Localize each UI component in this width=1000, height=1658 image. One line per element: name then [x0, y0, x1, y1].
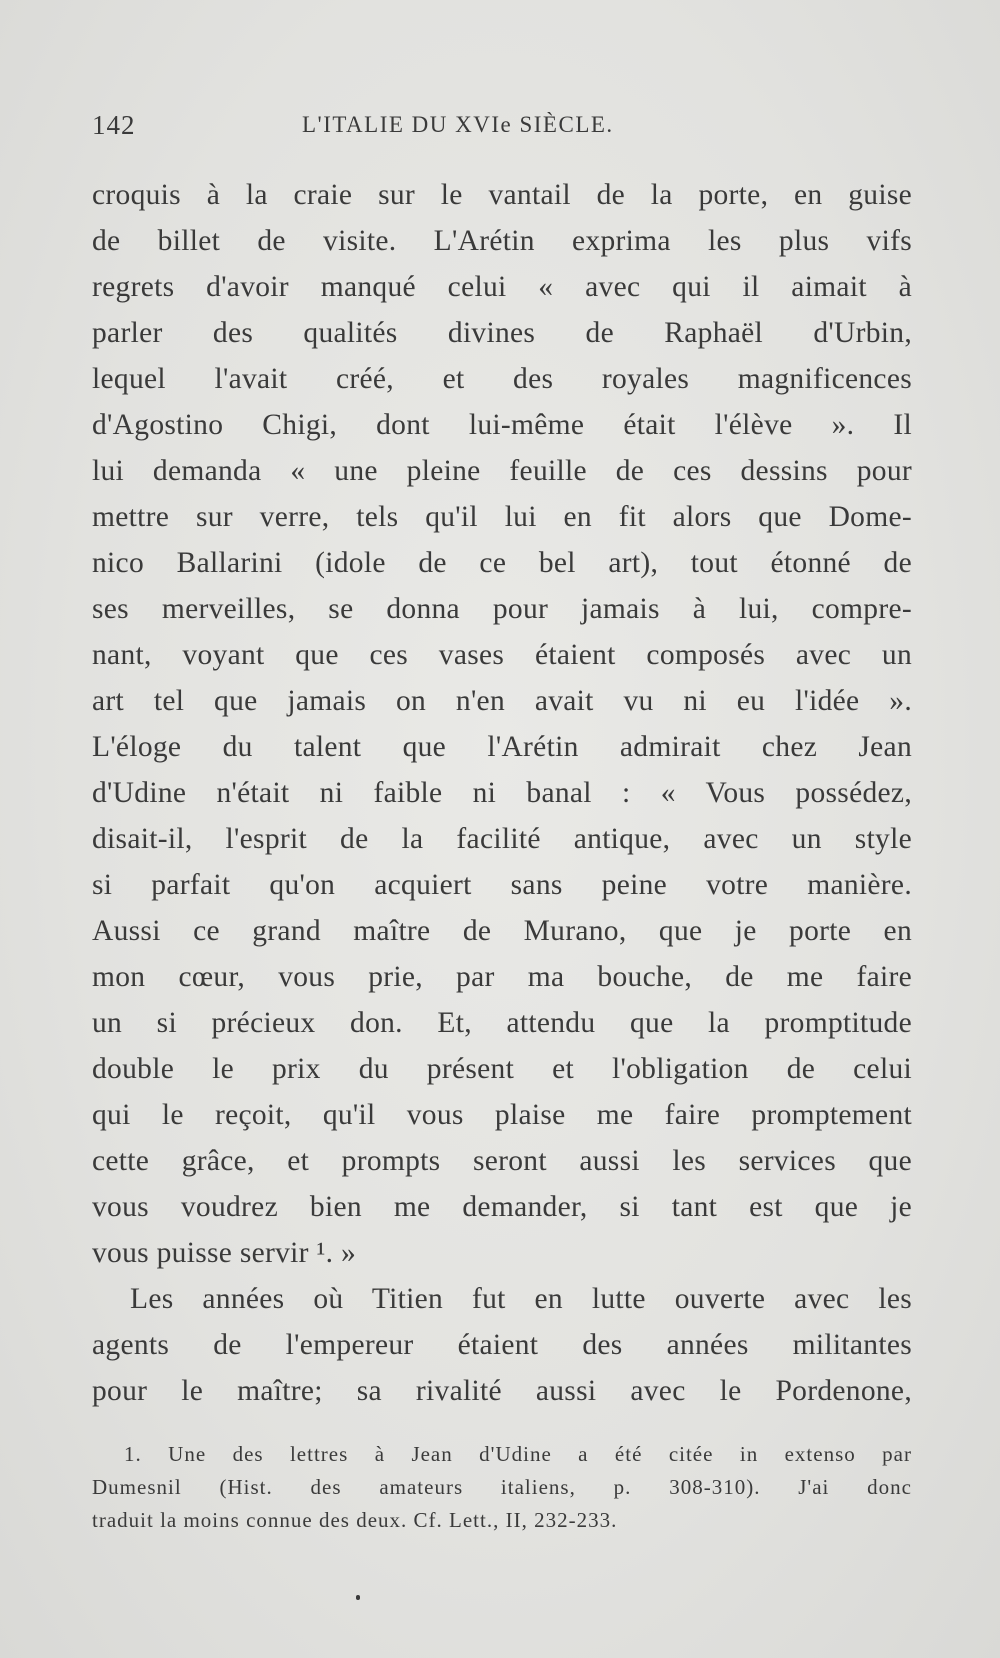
footnote-line: traduit la moins connue des deux. Cf. Lett., II, 232-233.: [92, 1508, 618, 1532]
text-line: agents de l'empereur étaient des années militantes: [92, 1329, 912, 1361]
footnotes: [92, 1438, 912, 1537]
text-line: double le prix du présent et l'obligation de celui: [92, 1053, 912, 1085]
text-line: de billet de visite. L'Arétin exprima les plus vifs: [92, 225, 912, 257]
text-line: d'Agostino Chigi, dont lui-même était l'élève ». Il: [92, 409, 912, 441]
text-line: croquis à la craie sur le vantail de la porte, en guise: [92, 179, 912, 211]
text-line: si parfait qu'on acquiert sans peine votre manière.: [92, 869, 912, 901]
text-line: d'Udine n'était ni faible ni banal : « Vous possédez,: [92, 777, 912, 809]
footnote-line: 1. Une des lettres à Jean d'Udine a été citée in extenso par: [124, 1442, 912, 1466]
page-header: [92, 110, 922, 150]
text-line: lui demanda « une pleine feuille de ces dessins pour: [92, 455, 912, 487]
printer-mark: [356, 1595, 360, 1600]
text-line: pour le maître; sa rivalité aussi avec le Pordenone,: [92, 1375, 912, 1407]
text-line: L'éloge du talent que l'Arétin admirait chez Jean: [92, 731, 912, 763]
page-number: 142: [92, 110, 136, 140]
text-line: Les années où Titien fut en lutte ouverte avec les: [130, 1283, 912, 1315]
text-line: cette grâce, et prompts seront aussi les services que: [92, 1145, 912, 1177]
running-title: L'ITALIE DU XVIe SIÈCLE.: [302, 112, 614, 137]
text-line: un si précieux don. Et, attendu que la promptitude: [92, 1007, 912, 1039]
text-line: Aussi ce grand maître de Murano, que je porte en: [92, 915, 912, 947]
body-text: [92, 172, 912, 1414]
text-line: disait-il, l'esprit de la facilité antique, avec un style: [92, 823, 912, 855]
text-line: vous puisse servir ¹. »: [92, 1237, 357, 1269]
text-line: ses merveilles, se donna pour jamais à lui, compre-: [92, 593, 912, 625]
text-line: vous voudrez bien me demander, si tant est que je: [92, 1191, 912, 1223]
text-line: parler des qualités divines de Raphaël d'Urbin,: [92, 317, 912, 349]
text-line: art tel que jamais on n'en avait vu ni eu l'idée ».: [92, 685, 912, 717]
text-line: qui le reçoit, qu'il vous plaise me faire promptement: [92, 1099, 912, 1131]
text-line: mettre sur verre, tels qu'il lui en fit alors que Dome-: [92, 501, 912, 533]
footnote-line: Dumesnil (Hist. des amateurs italiens, p. 308-310). J'ai donc: [92, 1475, 912, 1499]
text-line: regrets d'avoir manqué celui « avec qui il aimait à: [92, 271, 912, 303]
text-line: lequel l'avait créé, et des royales magnificences: [92, 363, 912, 395]
text-line: nant, voyant que ces vases étaient composés avec un: [92, 639, 912, 671]
text-line: nico Ballarini (idole de ce bel art), tout étonné de: [92, 547, 912, 579]
text-line: mon cœur, vous prie, par ma bouche, de me faire: [92, 961, 912, 993]
